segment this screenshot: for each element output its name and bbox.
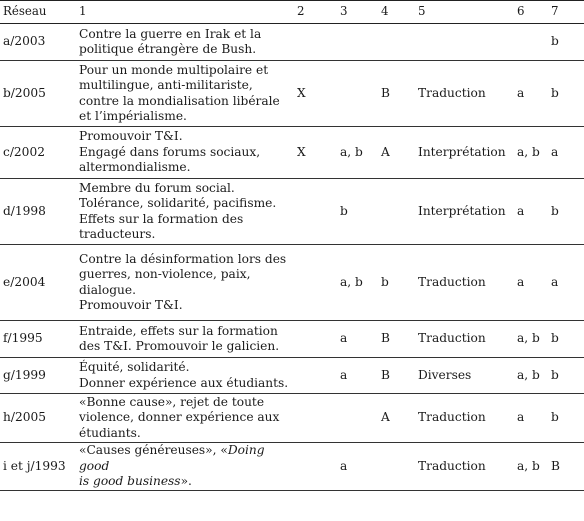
col-5-cell: Traduction — [415, 245, 514, 321]
description-line: «Bonne cause», rejet de toute — [79, 394, 265, 409]
col-4-cell: B — [378, 61, 415, 127]
description-cell — [76, 358, 294, 394]
description-line: dialogue. — [79, 282, 136, 297]
description-cell — [76, 179, 294, 245]
header-col-7: 7 — [548, 1, 584, 24]
col-4-cell: B — [378, 358, 415, 394]
description-line: des T&I. Promouvoir le galicien. — [79, 339, 280, 353]
col-7-cell: B — [548, 443, 584, 491]
col-4-cell: B — [378, 321, 415, 358]
description-line: Contre la guerre en Irak et la — [79, 26, 262, 41]
header-col-6: 6 — [514, 1, 548, 24]
col-3-cell — [337, 394, 378, 443]
header-row — [0, 1, 584, 24]
header-col-2: 2 — [294, 1, 337, 24]
col-6-cell: a, b — [514, 127, 548, 179]
table-row — [0, 443, 584, 491]
description-line: multilingue, anti-militariste, — [79, 78, 253, 92]
col-2-cell — [294, 321, 337, 358]
description-line: Équité, solidarité. — [79, 360, 190, 374]
col-6-cell: a — [514, 179, 548, 245]
description-italic-text: Doing good — [79, 443, 265, 473]
description-line: étudiants. — [79, 425, 141, 440]
col-3-cell: b — [337, 179, 378, 245]
col-2-cell — [294, 443, 337, 491]
description-line: altermondialisme. — [79, 160, 191, 175]
description-text: «Causes généreuses», « — [79, 443, 228, 457]
col-6-cell: a — [514, 394, 548, 443]
header-col-3: 3 — [337, 1, 378, 24]
table-row — [0, 24, 584, 61]
table-row — [0, 321, 584, 358]
reseau-cell: b/2005 — [0, 61, 76, 127]
description-line: violence, donner expérience aux — [79, 410, 280, 425]
description-line: Effets sur la formation des — [79, 211, 244, 226]
description-cell — [76, 443, 294, 491]
col-5-cell — [415, 24, 514, 61]
reseau-cell: d/1998 — [0, 179, 76, 245]
reseau-cell: g/1999 — [0, 358, 76, 394]
col-7-cell: b — [548, 358, 584, 394]
description-line: Donner expérience aux étudiants. — [79, 375, 289, 390]
description-line: Engagé dans forums sociaux, — [79, 144, 261, 159]
description-cell — [76, 24, 294, 61]
description-line: et l’impérialisme. — [79, 109, 187, 123]
col-7-cell: b — [548, 24, 584, 61]
reseau-cell: h/2005 — [0, 394, 76, 443]
col-7-cell: a — [548, 245, 584, 321]
col-6-cell — [514, 24, 548, 61]
col-3-cell: a — [337, 358, 378, 394]
description-line — [79, 474, 291, 490]
col-5-cell: Interprétation — [415, 179, 514, 245]
description-line: Pour un monde multipolaire et — [79, 62, 269, 77]
col-7-cell: b — [548, 321, 584, 358]
header-col-1: 1 — [76, 1, 294, 24]
description-line: Promouvoir T&I. — [79, 298, 183, 312]
col-7-cell: b — [548, 61, 584, 127]
reseau-cell: a/2003 — [0, 24, 76, 61]
table-row — [0, 127, 584, 179]
description-line: guerres, non-violence, paix, — [79, 267, 251, 281]
col-7-cell: a — [548, 127, 584, 179]
col-3-cell — [337, 24, 378, 61]
col-5-cell: Traduction — [415, 321, 514, 358]
col-7-cell: b — [548, 179, 584, 245]
col-2-cell — [294, 24, 337, 61]
col-6-cell: a — [514, 245, 548, 321]
description-text: ». — [180, 474, 192, 488]
col-5-cell: Diverses — [415, 358, 514, 394]
col-3-cell: a, b — [337, 127, 378, 179]
col-2-cell — [294, 245, 337, 321]
col-2-cell: X — [294, 61, 337, 127]
table-row — [0, 245, 584, 321]
table-row — [0, 394, 584, 443]
col-7-cell: b — [548, 394, 584, 443]
description-cell — [76, 321, 294, 358]
col-2-cell: X — [294, 127, 337, 179]
header-col-5: 5 — [415, 1, 514, 24]
col-6-cell: a, b — [514, 443, 548, 491]
col-3-cell: a — [337, 321, 378, 358]
col-5-cell: Traduction — [415, 61, 514, 127]
table-row — [0, 179, 584, 245]
description-line: Membre du forum social. — [79, 180, 235, 195]
reseau-cell: i et j/1993 — [0, 443, 76, 491]
description-line: Entraide, effets sur la formation — [79, 323, 278, 338]
description-line: traducteurs. — [79, 227, 156, 241]
header-reseau: Réseau — [0, 1, 76, 24]
col-5-cell: Traduction — [415, 394, 514, 443]
description-line — [79, 443, 291, 474]
col-6-cell: a — [514, 61, 548, 127]
description-line: Contre la désinformation lors des — [79, 251, 287, 266]
description-cell — [76, 61, 294, 127]
reseau-cell: c/2002 — [0, 127, 76, 179]
col-4-cell: A — [378, 394, 415, 443]
reseau-cell: e/2004 — [0, 245, 76, 321]
description-line: contre la mondialisation libérale — [79, 93, 280, 108]
description-cell — [76, 245, 294, 321]
col-3-cell: a, b — [337, 245, 378, 321]
col-4-cell: A — [378, 127, 415, 179]
col-3-cell — [337, 61, 378, 127]
reseau-cell: f/1995 — [0, 321, 76, 358]
col-4-cell — [378, 179, 415, 245]
col-5-cell: Interprétation — [415, 127, 514, 179]
description-cell — [76, 394, 294, 443]
description-line: Tolérance, solidarité, pacifisme. — [79, 196, 277, 210]
col-2-cell — [294, 358, 337, 394]
table-row — [0, 61, 584, 127]
col-4-cell — [378, 24, 415, 61]
col-6-cell: a, b — [514, 321, 548, 358]
header-col-4: 4 — [378, 1, 415, 24]
col-4-cell — [378, 443, 415, 491]
col-3-cell: a — [337, 443, 378, 491]
col-5-cell: Traduction — [415, 443, 514, 491]
col-6-cell: a, b — [514, 358, 548, 394]
col-2-cell — [294, 394, 337, 443]
description-line: politique étrangère de Bush. — [79, 42, 257, 56]
description-cell — [76, 127, 294, 179]
description-italic-text: is good business — [79, 474, 181, 488]
table-row — [0, 358, 584, 394]
description-line: Promouvoir T&I. — [79, 129, 183, 144]
col-2-cell — [294, 179, 337, 245]
col-4-cell: b — [378, 245, 415, 321]
